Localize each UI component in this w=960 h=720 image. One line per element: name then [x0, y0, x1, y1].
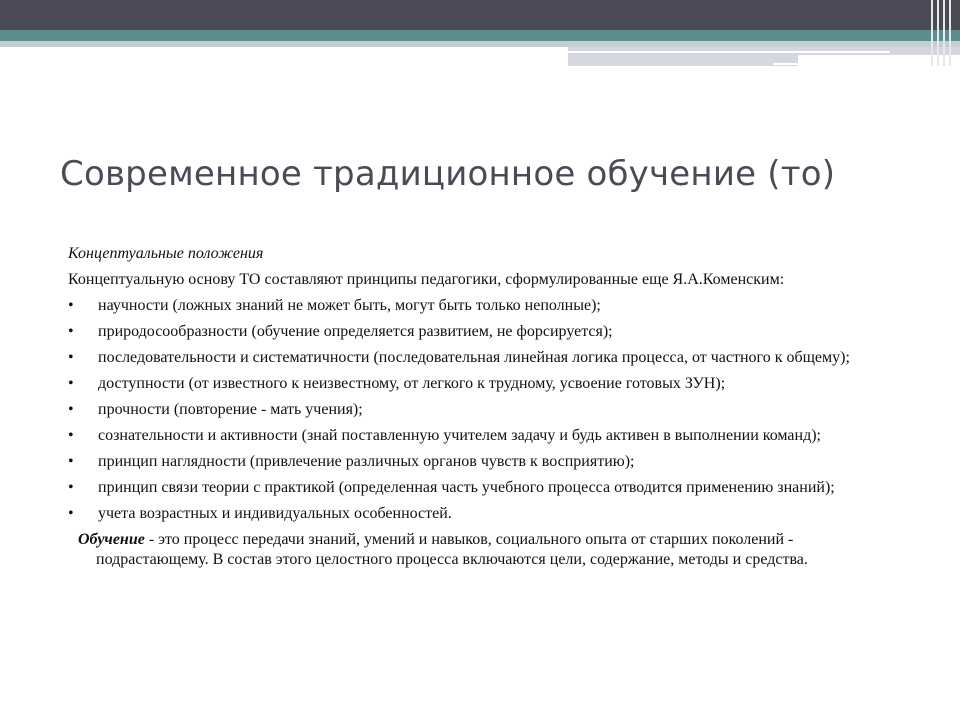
bullet-marker: •	[68, 453, 74, 470]
bullet-text: прочности (повторение - мать учения);	[98, 401, 363, 418]
intro-paragraph: Концептуальную основу ТО составляют принципы педагогики, сформулированные еще Я.А.Коменским:	[68, 271, 785, 288]
decor-vertical-bar	[931, 0, 933, 66]
bullet-marker: •	[68, 505, 74, 522]
bullet-marker: •	[68, 375, 74, 392]
bullet-text: учета возрастных и индивидуальных особенностей.	[98, 505, 452, 522]
bullet-item	[68, 400, 908, 420]
bullet-text: сознательности и активности (знай поставленную учителем задачу и будь активен в выполнении команд);	[98, 427, 821, 444]
bullet-item	[68, 504, 908, 524]
bullet-item	[68, 348, 908, 368]
bullet-text: последовательности и систематичности (последовательная линейная логика процесса, от частного к общему);	[98, 349, 850, 366]
definition-text: - это процесс передачи знаний, умений и навыков, социального опыта от старших поколений - подрастающему. В состав этого целостного процесса включаются цели, содержание, методы и средства.	[96, 531, 808, 568]
subheading: Концептуальные положения	[68, 245, 264, 262]
bullet-text: природосообразности (обучение определяется развитием, не форсируется);	[98, 323, 613, 340]
bullet-marker: •	[68, 427, 74, 444]
decor-top-bar	[0, 0, 960, 30]
bullet-item	[68, 452, 908, 472]
bullet-text: принцип связи теории с практикой (определенная часть учебного процесса отводится применению знаний);	[98, 479, 835, 496]
bullet-marker: •	[68, 297, 74, 314]
slide-title: Современное традиционное обучение (то)	[60, 154, 836, 194]
decor-teal-band	[0, 30, 960, 41]
bullet-text: научности (ложных знаний не может быть, могут быть только неполные);	[98, 297, 601, 314]
decor-white-line	[568, 51, 890, 53]
definition-paragraph	[68, 530, 908, 570]
bullet-list	[68, 296, 908, 524]
definition-term: Обучение	[78, 531, 145, 548]
bullet-item	[68, 296, 908, 316]
bullet-text: принцип наглядности (привлечение различных органов чувств к восприятию);	[98, 453, 635, 470]
slide-content	[68, 244, 908, 570]
bullet-marker: •	[68, 401, 74, 418]
bullet-item	[68, 322, 908, 342]
decor-vertical-bar	[943, 0, 945, 66]
bullet-marker: •	[68, 479, 74, 496]
decor-vertical-bar	[937, 0, 939, 66]
bullet-item	[68, 478, 908, 498]
decor-vertical-bar	[949, 0, 951, 66]
bullet-marker: •	[68, 323, 74, 340]
decor-white-line	[773, 63, 943, 65]
bullet-text: доступности (от известного к неизвестному, от легкого к трудному, усвоение готовых ЗУН);	[98, 375, 726, 392]
decor-grey-band-3	[568, 55, 798, 66]
bullet-item	[68, 426, 908, 446]
bullet-item	[68, 374, 908, 394]
bullet-marker: •	[68, 349, 74, 366]
